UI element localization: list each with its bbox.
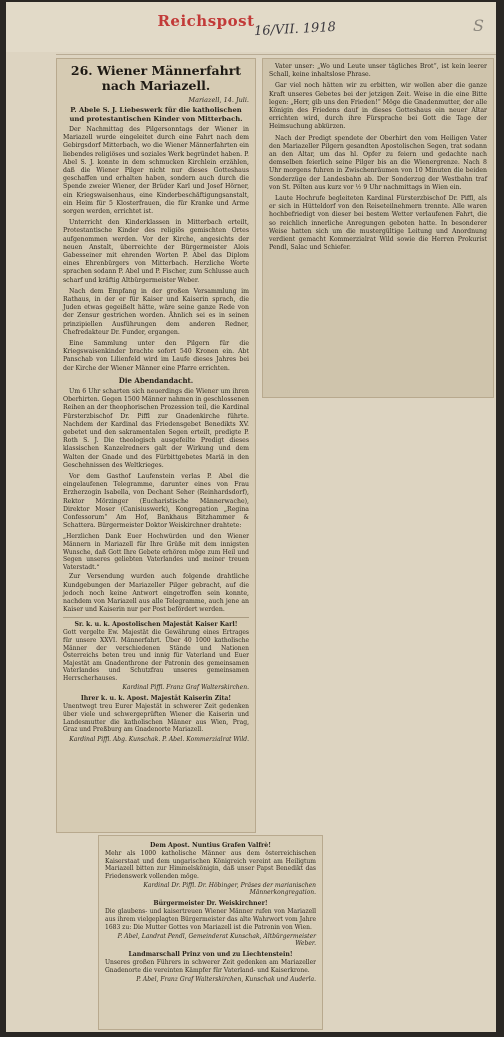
paragraph: Vater unser: „Wo und Leute unser tägliches Brot“, ist kein leerer Schall, keine inhaltslose Phrase. — [269, 63, 487, 79]
paragraph: Der Nachmittag des Pilgersonntags der Wiener in Mariazell wurde eingeleitet durch eine Fahrt nach dem Gebirgsdorf Mitterbach, wo die Wiener Männerfahrten ein liebendes religiöses und soziales Werk begründet haben. P. Abel S. J. konnte in dem schmucken Kirchlein erzählen, daß die Wiener Pilger nicht nur dieses Gotteshaus geschaffen und erhalten haben, sondern auch durch die Spende zweier Wiener, der Brüder Karl und Josef Hörner, ein Kriegswaisenhaus, eine Kinderbeschäftigungsanstalt, ein Heim für 5 Klosterfrauen, die für Kranke und Arme sorgen werden, errichtet ist. — [63, 126, 249, 216]
telegram-signature: P. Abel, Franz Graf Walterskirchen, Kunschak und Auderla. — [136, 976, 316, 984]
article-title: 26. Wiener Männerfahrt nach Mariazell. — [70, 63, 242, 93]
newspaper-masthead: Reichspost — [157, 12, 255, 30]
corner-mark: S — [473, 16, 484, 35]
article-clipping-main — [56, 58, 256, 833]
telegram-heading: Landmarschall Prinz von und zu Liechtenstein! — [128, 951, 293, 959]
telegram-heading: Dem Apost. Nuntius Grafen Valfrè! — [150, 842, 271, 849]
telegram-signature: Kardinal Piffl. Franz Graf Walterskirchen. — [122, 684, 249, 692]
article-dateline: Mariazell, 14. Juli. — [188, 96, 249, 104]
telegram-signature: Kardinal Dr. Piffl. Dr. Höbinger, Präses der marianischen Männerkongregation. — [143, 882, 316, 897]
paragraph: Vor dem Gasthof Laufenstein verlas P. Abel die eingelaufenen Telegramme, darunter eines von Frau Erzherzogin Isabella, von Dechant Seher (Reinhardsdorf), Rektor Mörzinger (Eucharistische Männerwache), Direktor Moser (Canisiuswerk), Kongregation „Regina Confessorum“ Am Hof, Bankhaus Bitzhammer & Schattera. Bürgermeister Doktor Weiskirchner drahtete: — [63, 472, 249, 530]
telegram-clipping — [98, 835, 323, 1030]
paragraph: Um 6 Uhr scharten sich neuerdings die Wiener um ihren Oberhirten. Gegen 1500 Männer nahmen in geschlossenen Reihen an der theophorischen Prozession teil, die Kardinal Fürsterzbischof Dr. Piffl zur Gnadenkirche führte. Nachdem der Kardinal das Friedensgebet Benedikts XV. gebetet und den sakramentalen Segen erteilt, predigte P. Roth S. J. Die theologisch ausgefeilte Predigt dieses klassischen Kanzelredners galt der Wirkung und dem Walten der Gnade und des Fürbittgebetes Mariä in den Geschehnissen des Weltkrieges. — [63, 387, 249, 469]
article-subhead: P. Abele S. J. Liebeswerk für die katholischen und protestantischen Kinder von Mitterbach. — [69, 106, 243, 123]
paragraph: Gar viel noch hätten wir zu erbitten, wir wollen aber die ganze Kraft unseres Gebetes bei der jetzigen Zeit. Weise in die eine Bitte legen: „Herr, gib uns den Frieden!“ Möge die Gnadenmutter, der alle Königin des Friedens dauf in dieses Gotteshaus ein neuer Altar errichten wird, durch ihre Fürsprache bei Gott die Tage der Heimsuchung abkürzen. — [269, 82, 487, 131]
header-strip — [6, 2, 496, 52]
telegram-text: Unseres großen Führers in schwerer Zeit gedenken am Mariazeller Gnadenorte die vereinten Kämpfer für Vaterland- und Kaiserkrone. — [105, 959, 316, 974]
header-rule — [56, 54, 496, 55]
telegram-text: Gott vergelte Ew. Majestät die Gewährung eines Ertrages für unsere XXVI. Männerfahrt. Über 40 1000 katholische Männer der verschiedenen Stände und Nationen Österreichs beten treu und innig für Vaterland und Euer Majestät am Gnadenthrone der Patronin des gemeinsamen Vaterlandes und Schutzfrau unseres gemeinsamen Herrscherhauses. — [63, 629, 249, 682]
telegram-heading: Sr. k. u. k. Apostolischen Majestät Kaiser Karl! — [74, 621, 238, 629]
telegram-heading: Bürgermeister Dr. Weiskirchner! — [153, 900, 268, 908]
handwritten-date: 16/VII. 1918 — [253, 19, 337, 40]
telegram-quote: „Herzlichen Dank Euer Hochwürden und den Wiener Männern in Mariazell für Ihre Grüße mit dem innigsten Wunsche, daß Gott Ihre Gebete erhören möge zum Heil und Segen unseres geliebten Vaterlandes und meiner treuen Vaterstadt.“ — [63, 533, 249, 571]
paragraph: Nach der Predigt spendete der Oberhirt den vom Heiligen Vater den Mariazeller Pilgern gesandten Apostolischen Segen, trat sodann an den Altar, um das hl. Opfer zu feiern und gedachte nach demselben feierlich seine Pilger bis an die Wienergrenze. Nach 8 Uhr morgens fuhren in Zwischenräumen von 10 Minuten die beiden Sonderzüge der Landesbahn ab. Der Sonderzug der Westbahn traf von St. Pölten aus kurz vor ½ 9 Uhr nachmittags in Wien ein. — [269, 134, 487, 191]
divider — [63, 617, 249, 618]
paragraph: Nach dem Empfang in der großen Versammlung im Rathaus, in der er für Kaiser und Kaiserin sprach, die Juden etwas gegeißelt hätte, wäre seine ganze Rede von der Zensur gestrichen worden. Ähnlich sei es in seinen prinzipiellen Ausführungen dem anderen Redner, Chefredakteur Dr. Funder, ergangen. — [63, 287, 249, 336]
article-clipping-continued — [262, 58, 494, 398]
paragraph: Unterricht den Kinderklassen in Mitterbach erteilt, Protestantische Kinder des religiös gemischten Ortes aufgenommen werden. Vor der Kirche, angesichts der neuen Anstalt, überreichte der Bürgermeister Alois Gabesseiner mit ehrenden Worten P. Abel das Diplom eines Ehrenbürgers von Mitterbach. Herzliche Worte sprachen sodann P. Abel und P. Fischer, zum Schlusse auch scharf und kräftig Altbürgermeister Weber. — [63, 219, 249, 284]
telegram-text: Mehr als 1000 katholische Männer aus dem österreichischen Kaiserstaat und dem ungarischen Königreich vereint am Heiligtum Mariazell bitten zur Himmelskönigin, daß unser Papst Benedikt das Friedenswerk vollenden möge. — [105, 850, 316, 880]
paragraph: Laute Hochrufe begleiteten Kardinal Fürsterzbischof Dr. Piffl, als er sich in Hütteldorf von den Reiseteilnehmern trennte. Alle waren hochbefriedigt von dieser bei bestem Wetter verlaufenen Fahrt, die so reichlich innerliche Anregungen geboten hatte. In besonderer Weise hatten sich um die mustergültige Leitung und Anordnung verdient gemacht Kommerzialrat Wild sowie die Herren Prokurist Pendl, Salac und Schiefer. — [269, 195, 487, 252]
telegram-signature: Kardinal Piffl. Abg. Kunschak. P. Abel. Kommerzialrat Wild. — [69, 735, 249, 743]
telegram-text: Unentwegt treu Eurer Majestät in schwerer Zeit gedenken über viele und schwergeprüften Wiener die Kaiserin und Landesmutter die katholischen Männer aus Wien, Prag, Graz und Preßburg am Gnadenorte Mariazell. — [63, 703, 249, 734]
telegram-heading: Ihrer k. u. k. Apost. Majestät Kaiserin Zita! — [80, 695, 232, 703]
paragraph: Zur Versendung wurden auch folgende drahtliche Kundgebungen der Mariazeller Pilger gebracht, auf die jedoch noch keine Antwort eingetroffen sein konnte, nachdem von Mariazell aus alle Telegramme, auch jene an Kaiser und Kaiserin nur per Post befördert werden. — [63, 573, 249, 614]
section-heading-abendandacht: Die Abendandacht. — [118, 375, 194, 385]
telegram-signature: P. Abel, Landrat Pendl, Gemeinderat Kunschak, Altbürgermeister Weber. — [117, 933, 316, 948]
telegram-text: Die glaubens- und kaisertreuen Wiener Männer rufen von Mariazell aus ihrem vielgeplagten Bürgermeister das alte Wahrwort vom Jahre 1683 zu: Die Mutter Gottes von Mariazell ist die Patronin von Wien. — [105, 908, 316, 931]
paragraph: Eine Sammlung unter den Pilgern für die Kriegswaisenkinder brachte sofort 540 Kronen ein. Abt Panschab von Lilienfeld wird im Laufe dieses Jahres bei der Kirche der Wiener Männer eine Pfarre errichten. — [63, 340, 249, 372]
